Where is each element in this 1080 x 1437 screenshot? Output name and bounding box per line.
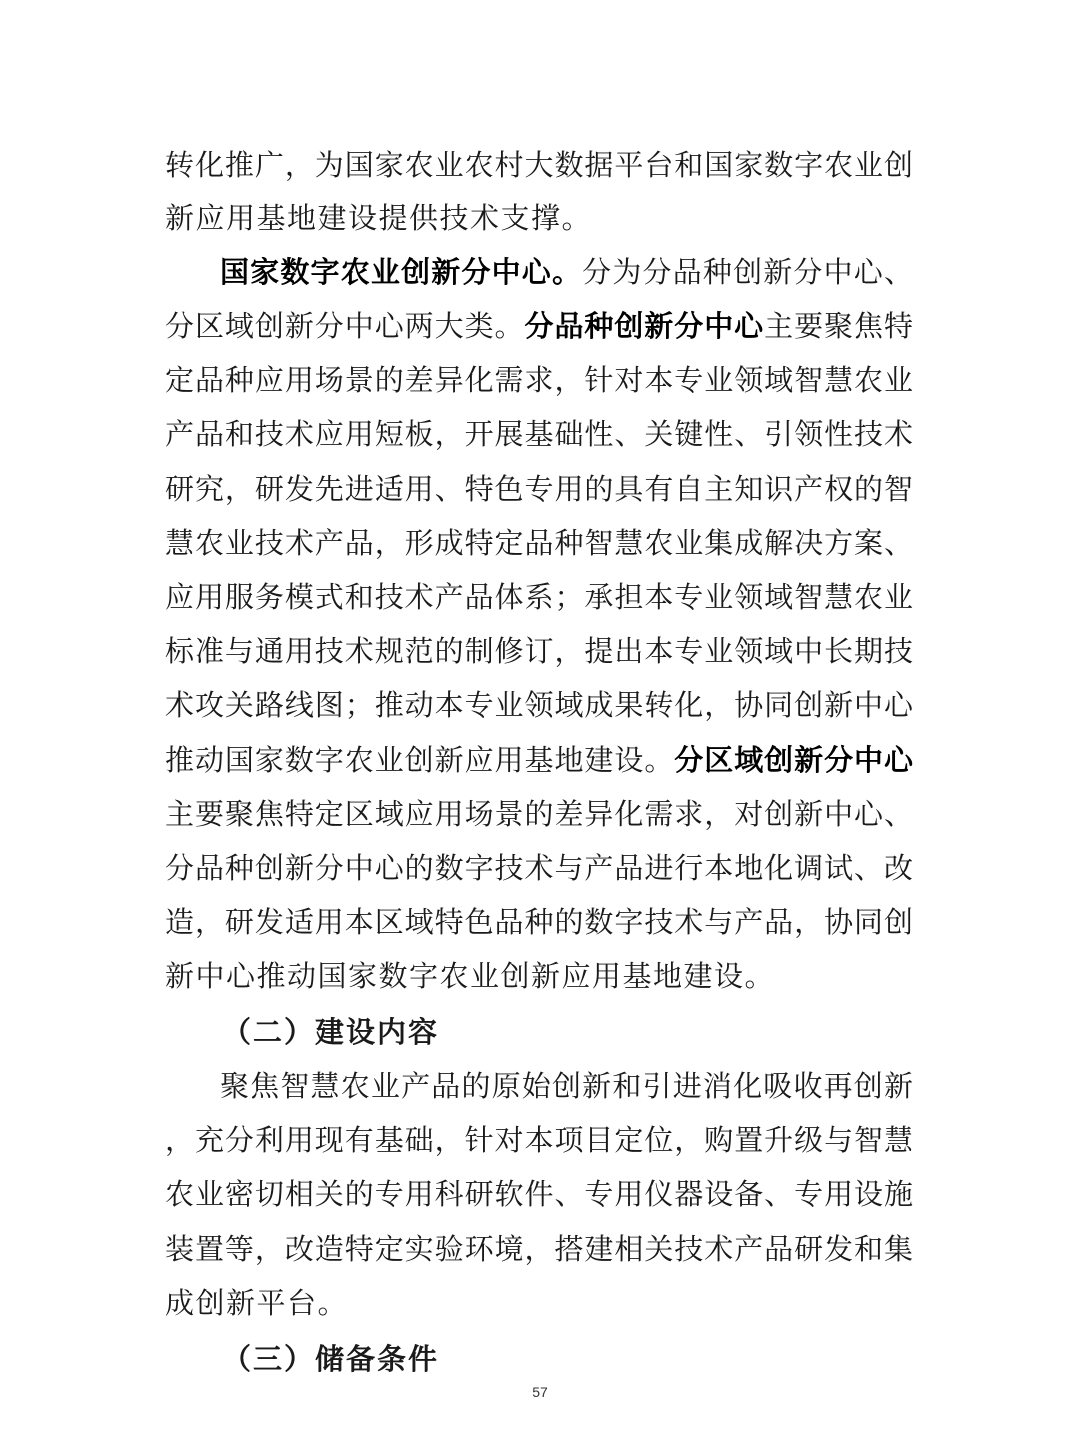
section-heading: （三）储备条件 — [222, 1342, 440, 1376]
text-line: 转化推广，为国家农业农村大数据平台和国家数字农业创 — [165, 148, 913, 182]
section-heading: （二）建设内容 — [222, 1015, 440, 1049]
text-line: 术攻关路线图；推动本专业领域成果转化，协同创新中心 — [165, 688, 913, 722]
text-span: 推动国家数字农业创新应用基地建设。 — [165, 743, 675, 777]
text-line — [220, 252, 913, 292]
text-line: 标准与通用技术规范的制修订，提出本专业领域中长期技 — [165, 634, 913, 668]
text-line: 产品和技术应用短板，开展基础性、关键性、引领性技术 — [165, 417, 913, 451]
text-line — [165, 306, 913, 346]
bold-term: 分品种创新分中心 — [524, 309, 765, 343]
text-line: 造，研发适用本区域特色品种的数字技术与产品，协同创 — [165, 905, 913, 939]
text-line: 新中心推动国家数字农业创新应用基地建设。 — [165, 959, 776, 993]
text-line: 主要聚焦特定区域应用场景的差异化需求，对创新中心、 — [165, 797, 913, 831]
text-line: 定品种应用场景的差异化需求，针对本专业领域智慧农业 — [165, 363, 913, 397]
bold-term: 国家数字农业创新分中心。 — [220, 255, 583, 289]
text-span: 分为分品种创新分中心、 — [582, 255, 913, 289]
text-line: 应用服务模式和技术产品体系；承担本专业领域智慧农业 — [165, 580, 913, 614]
text-line: 聚焦智慧农业产品的原始创新和引进消化吸收再创新 — [220, 1069, 913, 1103]
text-span: 主要聚焦特 — [764, 309, 913, 343]
text-line: 研究，研发先进适用、特色专用的具有自主知识产权的智 — [165, 472, 913, 506]
text-line: 分品种创新分中心的数字技术与产品进行本地化调试、改 — [165, 851, 913, 885]
text-line: 农业密切相关的专用科研软件、专用仪器设备、专用设施 — [165, 1177, 913, 1211]
page-number: 57 — [532, 1384, 548, 1400]
bold-term: 分区域创新分中心 — [674, 743, 913, 777]
text-line: 慧农业技术产品，形成特定品种智慧农业集成解决方案、 — [165, 526, 913, 560]
text-line: 新应用基地建设提供技术支撑。 — [165, 201, 593, 235]
text-line: ，充分利用现有基础，针对本项目定位，购置升级与智慧 — [165, 1123, 913, 1157]
text-line: 装置等，改造特定实验环境，搭建相关技术产品研发和集 — [165, 1232, 913, 1266]
text-line: 成创新平台。 — [165, 1286, 349, 1320]
text-line — [165, 740, 913, 780]
text-span: 分区域创新分中心两大类。 — [165, 309, 525, 343]
